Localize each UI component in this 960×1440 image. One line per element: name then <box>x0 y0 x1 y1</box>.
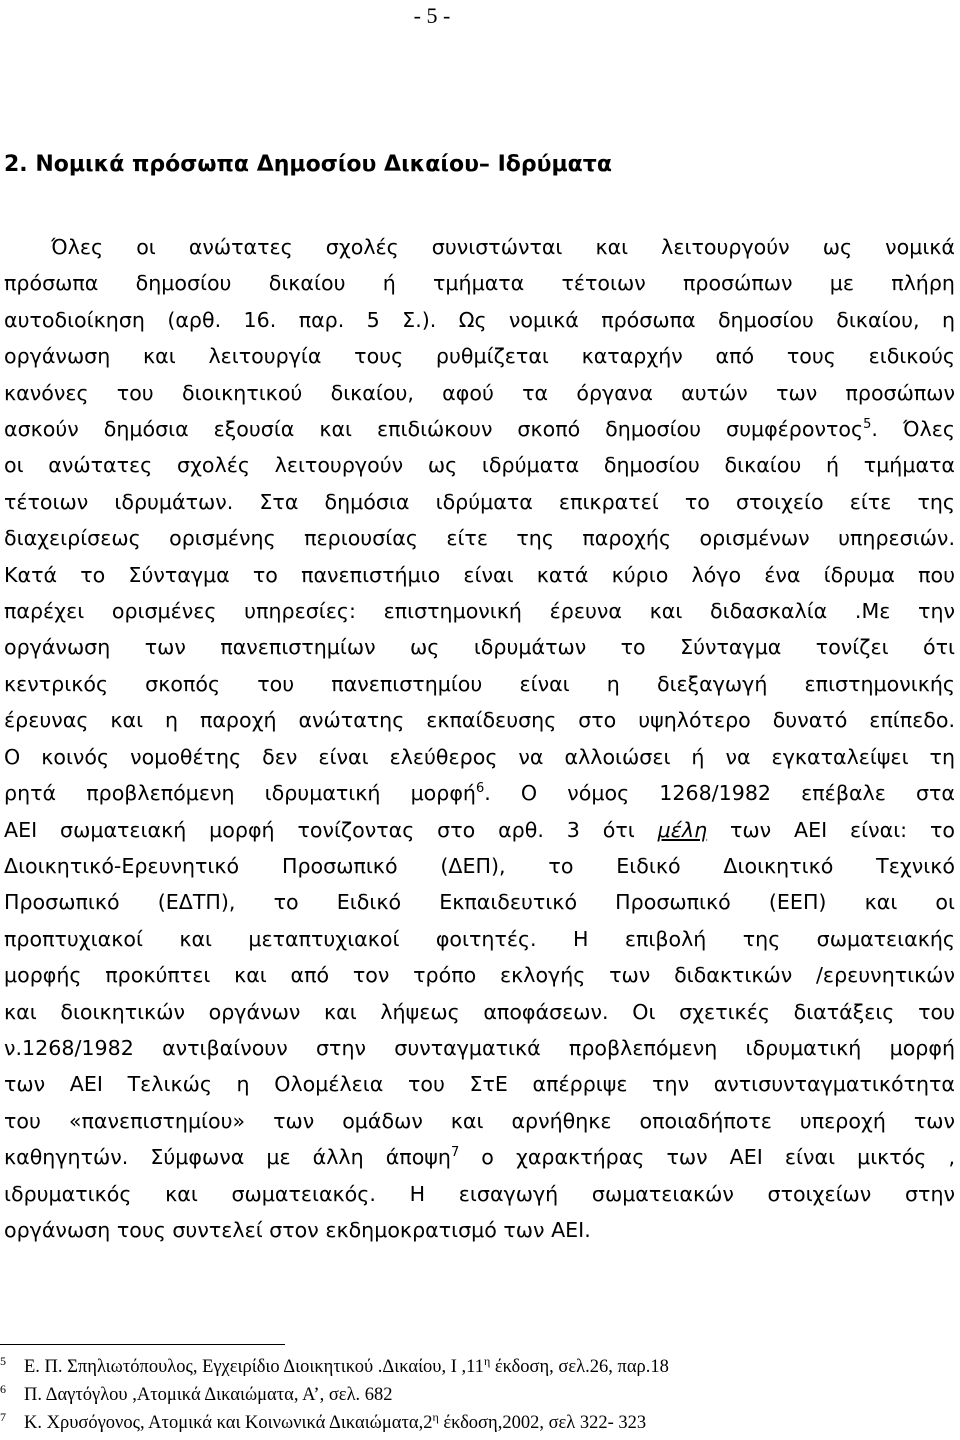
body-line: των ΑΕΙ Τελικώς η Ολομέλεια του ΣτΕ απέρριψε την αντισυνταγματικότητα <box>4 1072 955 1097</box>
body-line: ΑΕΙ σωματειακή μορφή τονίζοντας στο αρθ. 3 ότι μέλη των ΑΕΙ είναι: το <box>4 817 955 842</box>
footnote-ref-6[interactable]: 6 <box>475 781 485 797</box>
body-line: ν.1268/1982 αντιβαίνουν στην συνταγματικά προβλεπόμενη ιδρυματική μορφή <box>4 1035 955 1060</box>
body-line: οργάνωση των πανεπιστημίων ως ιδρυμάτων το Σύνταγμα τονίζει ότι <box>4 635 955 660</box>
footnote-5: $^5$ Ε. Π. Σπηλιωτόπουλος, Εγχειρίδιο Διοικητικού .Δικαίου, Ι $,11^\eta$ έκδοση, σελ.26, παρ.18 <box>0 1353 669 1377</box>
body-line: έρευνας και η παροχή ανώτατης εκπαίδευσης στο υψηλότερο δυνατό επίπεδο. <box>4 708 955 733</box>
body-line: του «πανεπιστημίου» των ομάδων και αρνήθηκε οποιαδήποτε υπεροχή των <box>4 1108 955 1133</box>
body-line: ιδρυματικός και σωματειακός. Η εισαγωγή σωματειακών στοιχείων στην <box>4 1181 955 1206</box>
body-line: παρέχει ορισμένες υπηρεσίες: επιστημονική έρευνα και διδασκαλία .Με την <box>4 599 955 624</box>
body-line: διαχειρίσεως ορισμένης περιουσίας είτε της παροχής ορισμένων υπηρεσιών. <box>4 526 955 551</box>
body-line: Κατά το Σύνταγμα το πανεπιστήμιο είναι κατά κύριο λόγο ένα ίδρυμα που <box>4 562 955 587</box>
footnote-6: $^6$ Π. Δαγτόγλου ,Ατομικά Δικαιώματα, Α’, σελ. 682 <box>0 1381 393 1405</box>
body-line: πρόσωπα δημοσίου δικαίου ή τμήματα τέτοιων προσώπων με πλήρη <box>4 271 955 296</box>
section-heading: 2. Νομικά πρόσωπα Δημοσίου Δικαίου– Ιδρύματα <box>4 152 612 177</box>
body-line: κανόνες του διοικητικού δικαίου, αφού τα όργανα αυτών των προσώπων <box>4 380 955 405</box>
body-line: Όλες οι ανώτατες σχολές συνιστώνται και λειτουργούν ως νομικά <box>51 235 955 259</box>
body-line: οργάνωση και λειτουργία τους ρυθμίζεται καταρχήν από τους ειδικούς <box>4 344 955 369</box>
body-line: καθηγητών. Σύμφωνα με άλλη άποψη$^7$ ο χαρακτήρας των ΑΕΙ είναι μικτός , <box>4 1145 955 1170</box>
body-line: οι ανώτατες σχολές λειτουργούν ως ιδρύματα δημοσίου δικαίου ή τμήματα <box>4 453 955 478</box>
body-line: Προσωπικό (ΕΔΤΠ), το Ειδικό Εκπαιδευτικό Προσωπικό (ΕΕΠ) και οι <box>4 890 955 915</box>
footnote-7: $^7$ Κ. Χρυσόγονος, Ατομικά και Κοινωνικά $\Delta\iota\kappa\alpha\iota ώ\mu\alpha\tau\alpha,2^\eta$ έκδοση,2002, σελ 322- 323 <box>0 1409 647 1433</box>
body-line: οργάνωση τους συντελεί στον εκδημοκρατισμό των ΑΕΙ. <box>4 1217 591 1242</box>
footnote-divider <box>0 1344 285 1345</box>
body-line: Διοικητικό-Ερευνητικό Προσωπικό (ΔΕΠ), το Ειδικό Διοικητικό Τεχνικό <box>4 853 955 878</box>
emphasized-word: μέλη <box>657 817 708 842</box>
body-line: τέτοιων ιδρυμάτων. Στα δημόσια ιδρύματα επικρατεί το στοιχείο είτε της <box>4 489 955 514</box>
body-line: αυτοδιοίκηση (αρθ. 16. παρ. 5 Σ.). Ως νομικά πρόσωπα δημοσίου δικαίου, η <box>4 307 955 332</box>
body-line: κεντρικός σκοπός του πανεπιστημίου είναι η διεξαγωγή επιστημονικής <box>4 671 955 696</box>
body-line: Ο κοινός νομοθέτης δεν είναι ελεύθερος να αλλοιώσει ή να εγκαταλείψει τη <box>4 744 955 769</box>
footnotes <box>0 1353 960 1437</box>
body-line: και διοικητικών οργάνων και λήψεως αποφάσεων. Οι σχετικές διατάξεις του <box>4 999 955 1024</box>
footnote-ref-7[interactable]: 7 <box>450 1145 460 1161</box>
body-line: προπτυχιακοί και μεταπτυχιακοί φοιτητές. Η επιβολή της σωματειακής <box>4 926 955 951</box>
body-line: μορφής προκύπτει και από τον τρόπο εκλογής των διδακτικών /ερευνητικών <box>4 963 955 988</box>
page-number: - 5 - <box>413 3 451 28</box>
body-line: ασκούν δημόσια εξουσία και επιδιώκουν σκοπό δημοσίου συμφέροντος$^5$. Όλες <box>4 417 956 442</box>
body-line: ρητά προβλεπόμενη ιδρυματική μορφή$^6$. Ο νόμος 1268/1982 επέβαλε στα <box>4 781 955 806</box>
footnote-ref-5[interactable]: 5 <box>863 417 872 433</box>
body-paragraph <box>4 229 955 1248</box>
